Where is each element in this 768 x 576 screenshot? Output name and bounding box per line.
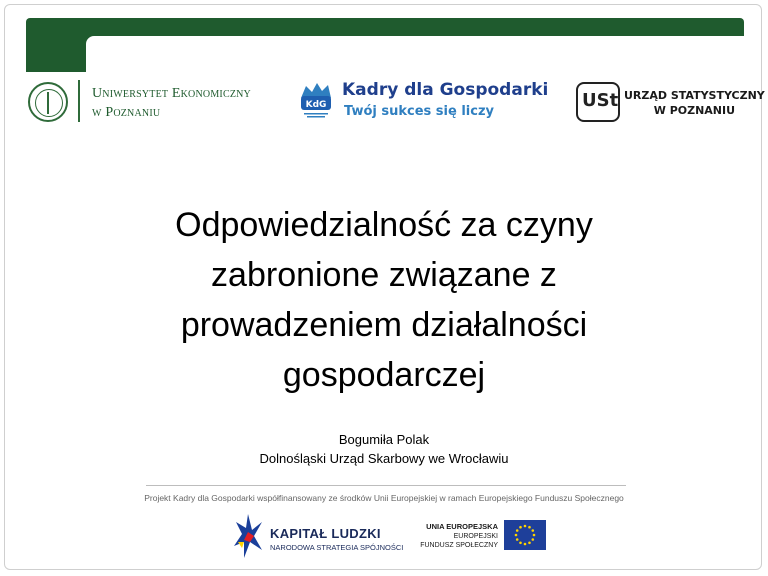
footer-divider	[146, 485, 626, 486]
slide-title	[114, 200, 654, 400]
eu-flag-icon	[504, 520, 546, 550]
eu-label-line2: EUROPEJSKI	[453, 533, 498, 540]
title-line: Odpowiedzialność za czyny	[175, 206, 593, 244]
project-note: Projekt Kadry dla Gospodarki współfinansowany ze środków Unii Europejskiej w ramach Europejskiego Funduszu Społecznego	[144, 493, 624, 503]
author-block	[184, 430, 584, 468]
kdg-logo-icon	[298, 80, 334, 120]
kdg-title: Kadry dla Gospodarki	[342, 80, 549, 100]
university-divider	[78, 80, 80, 122]
us-name-line1: URZĄD STATYSTYCZNY	[624, 89, 765, 102]
university-name-line1: Uniwersytet Ekonomiczny	[92, 86, 251, 101]
us-name-line2: W POZNANIU	[653, 104, 736, 117]
author-office: Dolnośląski Urząd Skarbowy we Wrocławiu	[259, 451, 509, 466]
title-line: prowadzeniem działalności	[180, 306, 588, 344]
title-line: gospodarczej	[282, 356, 486, 394]
kdg-logo-text: KdG	[305, 100, 327, 110]
kapital-ludzki-star-icon	[232, 512, 264, 560]
title-line: zabronione związane z	[211, 256, 557, 294]
caduceus-icon	[47, 92, 49, 114]
kapital-ludzki-subtitle: NARODOWA STRATEGIA SPÓJNOŚCI	[270, 543, 404, 552]
us-logo-text: USt	[582, 90, 619, 111]
eu-label-line3: FUNDUSZ SPOŁECZNY	[420, 542, 498, 549]
us-name	[624, 88, 765, 118]
eu-label	[418, 522, 498, 550]
university-name	[92, 84, 251, 122]
kapital-ludzki-title: KAPITAŁ LUDZKI	[270, 526, 381, 541]
header-bar-notch	[86, 36, 746, 72]
university-name-line2: w Poznaniu	[92, 105, 161, 120]
eu-label-line1: UNIA EUROPEJSKA	[426, 522, 498, 531]
kdg-subtitle: Twój sukces się liczy	[344, 104, 494, 119]
us-logo-icon	[576, 82, 620, 122]
author-name: Bogumiła Polak	[338, 432, 430, 447]
university-seal-icon	[28, 82, 68, 122]
